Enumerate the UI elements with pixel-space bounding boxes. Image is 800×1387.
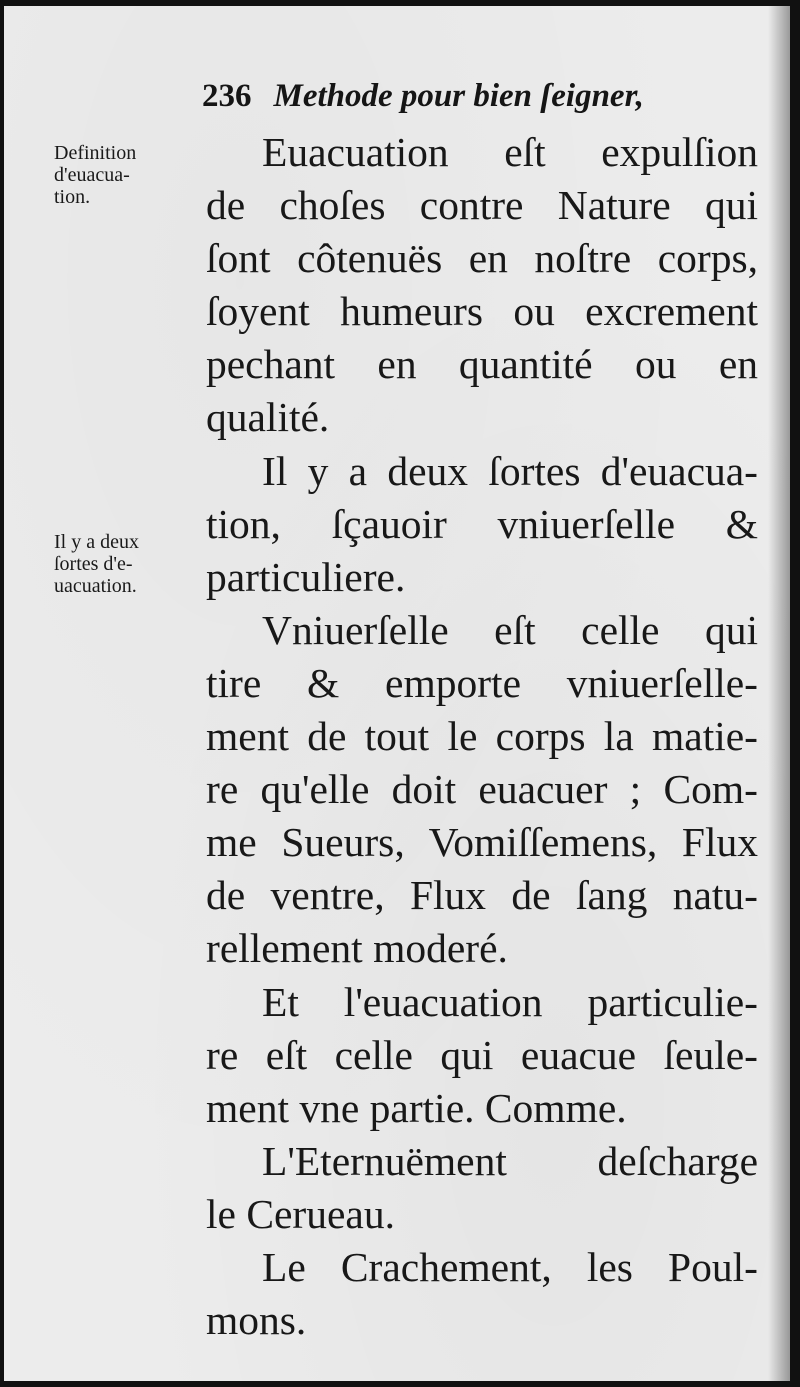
running-title: Methode pour bien ſeigner, [273, 78, 644, 114]
margin-note-line: Il y a deux [54, 531, 139, 553]
text-line: de choſes contre Nature qui [206, 182, 758, 229]
text-line: le Cerueau. [206, 1190, 395, 1237]
text-line: re eſt celle qui euacue ſeule- [206, 1031, 758, 1078]
text-line: L'Eternuëment deſcharge [262, 1137, 758, 1184]
text-line: rellement moderé. [206, 925, 508, 972]
page-number: 236 [202, 78, 252, 114]
margin-note-line: uacuation. [54, 575, 137, 597]
margin-note-two-sorts [54, 531, 189, 597]
text-line: Euacuation eſt expulſion [262, 129, 758, 175]
text-line: Vniuerſelle eſt celle qui [262, 606, 758, 653]
text-line: Il y a deux ſortes d'euacua- [262, 447, 758, 494]
text-line: ſont côtenuës en noſtre corps, [206, 235, 758, 282]
text-line: ſoyent humeurs ou excrement [206, 288, 758, 335]
text-line: ment vne partie. Comme. [206, 1084, 627, 1131]
margin-note-line: tion. [54, 186, 91, 208]
text-line: particuliere. [206, 553, 406, 600]
text-line: me Sueurs, Vomiſſemens, Flux [206, 819, 758, 866]
text-line: re qu'elle doit euacuer ; Com- [206, 766, 758, 813]
text-line: qualité. [206, 394, 330, 441]
margin-note-line: d'euacua- [54, 164, 130, 186]
page-gutter-shadow [768, 6, 790, 1381]
text-line: Et l'euacuation particulie- [262, 978, 758, 1025]
text-line: tire & emporte vniuerſelle- [206, 659, 758, 706]
text-line: de ventre, Flux de ſang natu- [206, 872, 758, 919]
text-line: Le Crachement, les Poul- [262, 1243, 758, 1290]
text-line: tion, ſçauoir vniuerſelle & [206, 500, 758, 547]
margin-note-line: ſortes d'e- [54, 553, 133, 575]
body-text [206, 126, 758, 1347]
running-header [202, 78, 644, 115]
text-line: pechant en quantité ou en [206, 341, 758, 388]
margin-note-definition [54, 142, 189, 208]
text-line: mons. [206, 1297, 307, 1344]
book-page [4, 6, 790, 1381]
text-line: ment de tout le corps la matie- [206, 713, 758, 760]
margin-note-line: Definition [54, 142, 137, 164]
